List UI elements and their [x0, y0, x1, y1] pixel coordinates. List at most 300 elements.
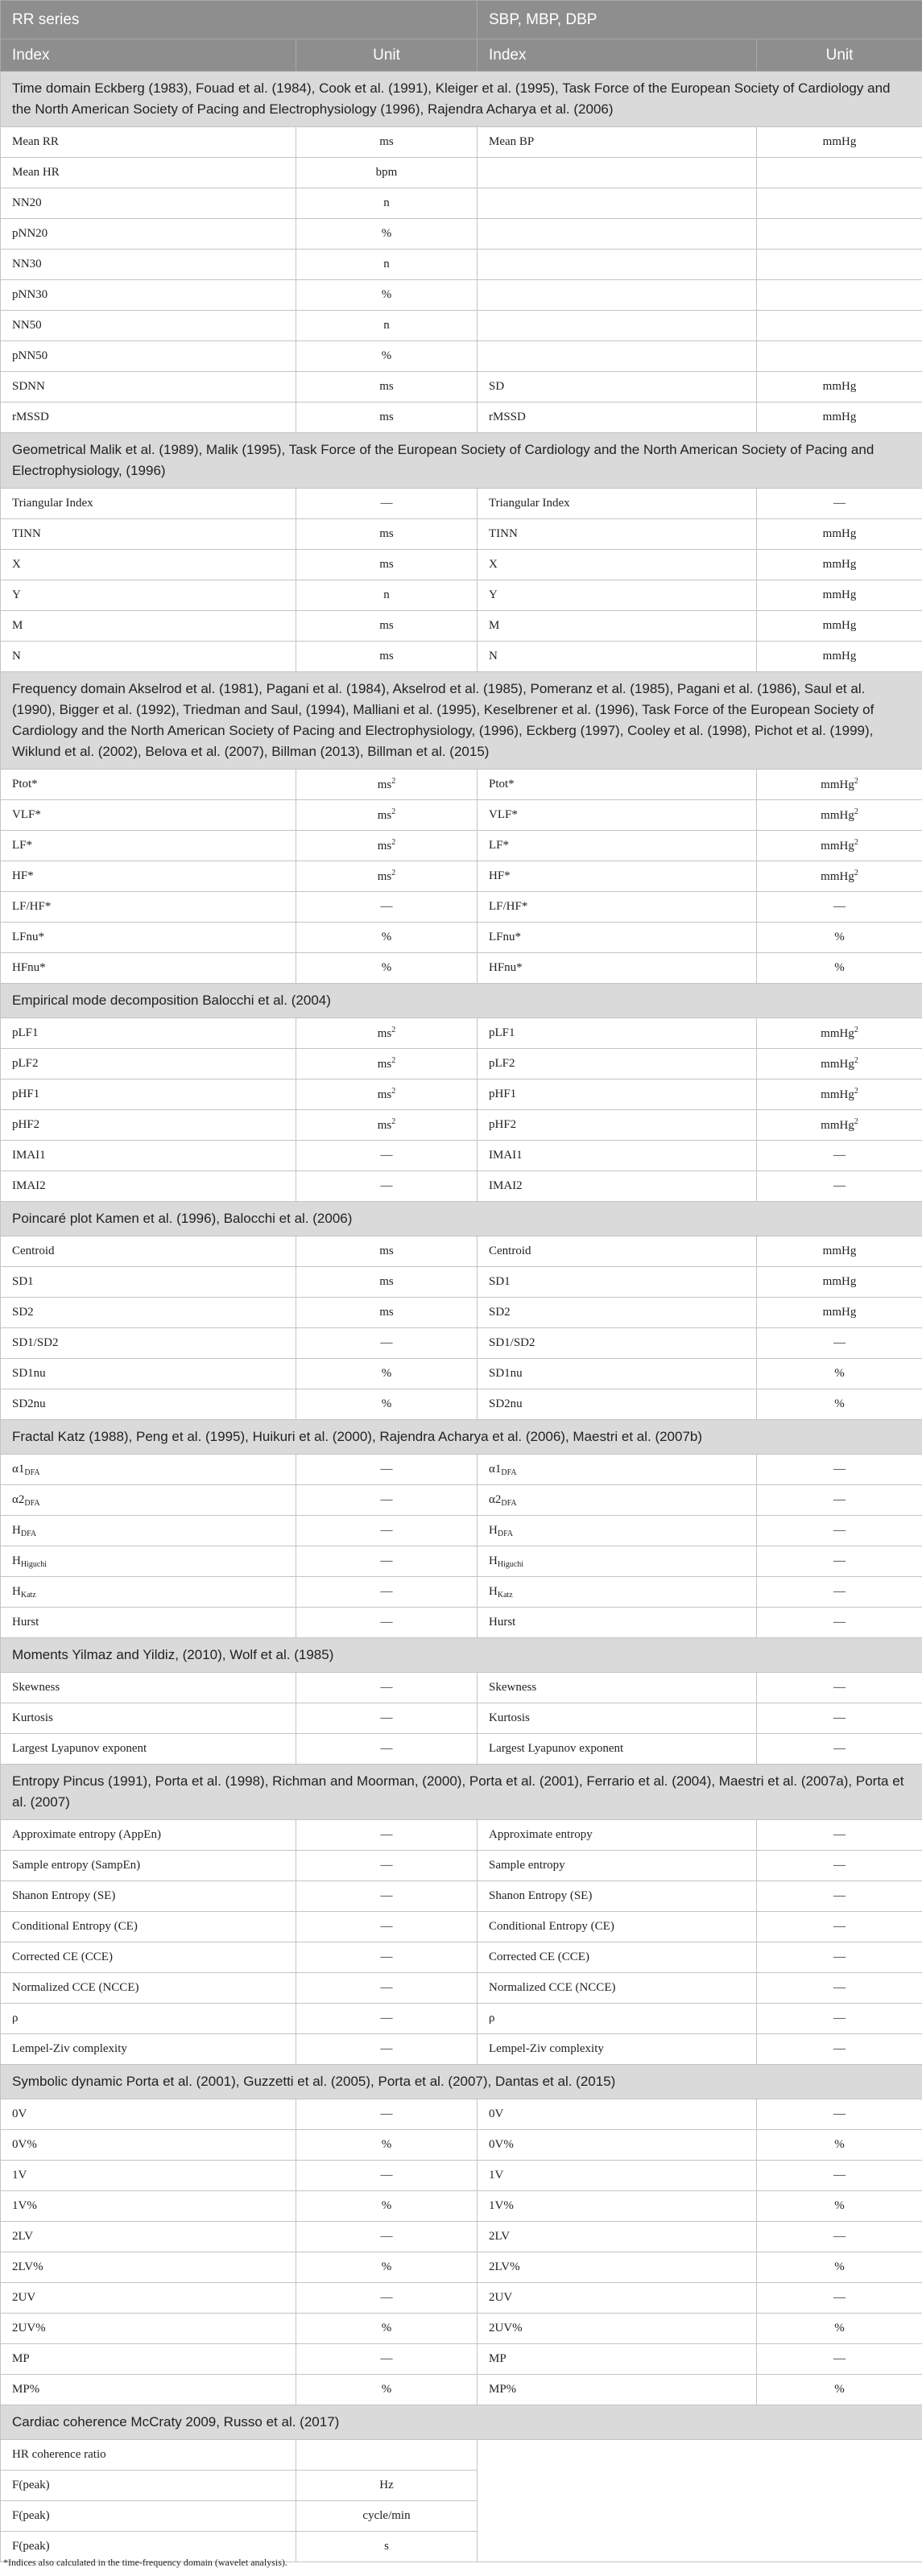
unit-bp-cell: — — [757, 1608, 922, 1638]
unit-bp-cell: — — [757, 1171, 922, 1202]
index-bp-cell: $\alpha 2_{DFA}$ — [478, 1485, 757, 1516]
index-rr-cell: Y — [1, 580, 296, 611]
empty-bp-cell — [478, 2440, 922, 2562]
unit-bp-cell — [757, 250, 922, 280]
index-bp-cell — [478, 188, 757, 219]
index-rr-cell: pLF1 — [1, 1018, 296, 1049]
unit-rr-cell: Hz — [296, 2471, 478, 2501]
table-row — [1, 2222, 922, 2252]
index-rr-cell: IMAI1 — [1, 1141, 296, 1171]
section-header-row — [1, 2065, 922, 2099]
index-bp-cell: $H_{Higuchi}$ — [478, 1546, 757, 1577]
index-bp-cell: VLF* — [478, 800, 757, 831]
table-row — [1, 2004, 922, 2034]
section-header-row — [1, 1420, 922, 1455]
unit-rr-cell: s — [296, 2532, 478, 2562]
unit-rr-cell: — — [296, 1141, 478, 1171]
table-row — [1, 1141, 922, 1171]
unit-rr-cell: % — [296, 923, 478, 953]
unit-bp-cell: mmHg$^2$ — [757, 1049, 922, 1080]
unit-bp-cell: — — [757, 1455, 922, 1485]
index-bp-cell: Conditional Entropy (CE) — [478, 1912, 757, 1942]
table-row — [1, 489, 922, 519]
index-rr-cell: SDNN — [1, 372, 296, 402]
index-bp-cell: MP — [478, 2344, 757, 2375]
header-blood-pressure: SBP, MBP, DBP — [478, 1, 922, 39]
unit-bp-cell: — — [757, 1546, 922, 1577]
index-bp-cell: $H_{DFA}$ — [478, 1516, 757, 1546]
index-bp-cell: M — [478, 611, 757, 642]
unit-bp-cell: — — [757, 1820, 922, 1851]
table-row — [1, 1236, 922, 1267]
index-rr-cell: IMAI2 — [1, 1171, 296, 1202]
index-rr-cell: Ptot* — [1, 770, 296, 800]
index-rr-cell: $\alpha 1_{DFA}$ — [1, 1455, 296, 1485]
table-row — [1, 1110, 922, 1141]
table-row — [1, 188, 922, 219]
column-header-row — [1, 39, 922, 72]
index-bp-cell: Corrected CE (CCE) — [478, 1942, 757, 1973]
index-rr-cell: HR coherence ratio — [1, 2440, 296, 2471]
table-row — [1, 2099, 922, 2130]
table-row — [1, 158, 922, 188]
index-bp-cell: 2LV — [478, 2222, 757, 2252]
unit-bp-cell: mmHg — [757, 611, 922, 642]
unit-rr-cell: — — [296, 2004, 478, 2034]
table-row — [1, 1881, 922, 1912]
unit-rr-cell: — — [296, 2034, 478, 2065]
index-rr-cell: NN20 — [1, 188, 296, 219]
unit-bp-cell: — — [757, 2161, 922, 2191]
index-bp-cell: LFnu* — [478, 923, 757, 953]
unit-bp-cell — [757, 280, 922, 311]
index-bp-cell: Kurtosis — [478, 1703, 757, 1734]
index-rr-cell: $H_{Katz}$ — [1, 1577, 296, 1608]
unit-rr-cell: % — [296, 1359, 478, 1389]
index-rr-cell: pLF2 — [1, 1049, 296, 1080]
unit-rr-cell: — — [296, 1973, 478, 2004]
table-row — [1, 372, 922, 402]
table-row — [1, 2252, 922, 2283]
unit-rr-cell: $ms^2$ — [296, 1049, 478, 1080]
unit-rr-cell: $ms^2$ — [296, 800, 478, 831]
unit-rr-cell: — — [296, 1516, 478, 1546]
index-rr-cell: SD1nu — [1, 1359, 296, 1389]
unit-rr-cell: % — [296, 953, 478, 984]
index-bp-cell: SD1nu — [478, 1359, 757, 1389]
index-rr-cell: Approximate entropy (AppEn) — [1, 1820, 296, 1851]
index-bp-cell: $H_{Katz}$ — [478, 1577, 757, 1608]
unit-rr-cell: — — [296, 489, 478, 519]
table-row — [1, 2161, 922, 2191]
unit-rr-cell: — — [296, 1851, 478, 1881]
unit-rr-cell: n — [296, 311, 478, 341]
section-title: Poincaré plot Kamen et al. (1996), Balocchi et al. (2006) — [1, 1202, 922, 1236]
unit-bp-cell: mmHg$^2$ — [757, 770, 922, 800]
index-bp-cell — [478, 219, 757, 250]
table-row — [1, 1359, 922, 1389]
index-bp-cell — [478, 250, 757, 280]
index-rr-cell: X — [1, 550, 296, 580]
unit-bp-cell: mmHg — [757, 642, 922, 672]
unit-rr-cell: ms — [296, 127, 478, 158]
unit-rr-cell: $ms^2$ — [296, 861, 478, 892]
index-rr-cell: ρ — [1, 2004, 296, 2034]
index-bp-cell: Ptot* — [478, 770, 757, 800]
table-row — [1, 923, 922, 953]
index-rr-cell: Normalized CCE (NCCE) — [1, 1973, 296, 2004]
index-bp-cell: Approximate entropy — [478, 1820, 757, 1851]
unit-rr-cell: — — [296, 1734, 478, 1765]
unit-bp-cell — [757, 311, 922, 341]
index-bp-cell: LF* — [478, 831, 757, 861]
table-row — [1, 1267, 922, 1298]
unit-bp-cell: % — [757, 1359, 922, 1389]
unit-rr-cell: — — [296, 2099, 478, 2130]
index-rr-cell: Largest Lyapunov exponent — [1, 1734, 296, 1765]
index-bp-cell: MP% — [478, 2375, 757, 2405]
unit-rr-cell: cycle/min — [296, 2501, 478, 2532]
index-bp-cell: Normalized CCE (NCCE) — [478, 1973, 757, 2004]
header-row — [1, 1, 922, 39]
unit-rr-cell: $ms^2$ — [296, 831, 478, 861]
unit-rr-cell: ms — [296, 519, 478, 550]
index-rr-cell: pNN50 — [1, 341, 296, 372]
index-rr-cell: Kurtosis — [1, 1703, 296, 1734]
index-bp-cell: Centroid — [478, 1236, 757, 1267]
unit-rr-cell: ms — [296, 550, 478, 580]
table-row — [1, 770, 922, 800]
unit-rr-cell: — — [296, 1942, 478, 1973]
index-bp-cell: pLF2 — [478, 1049, 757, 1080]
table-row — [1, 800, 922, 831]
unit-bp-cell: mmHg — [757, 1236, 922, 1267]
table-row — [1, 1298, 922, 1328]
unit-rr-cell: $ms^2$ — [296, 1080, 478, 1110]
table-row — [1, 1049, 922, 1080]
index-bp-cell: 1V% — [478, 2191, 757, 2222]
unit-rr-cell: — — [296, 2222, 478, 2252]
table-row — [1, 953, 922, 984]
index-rr-cell: HF* — [1, 861, 296, 892]
section-title: Moments Yilmaz and Yildiz, (2010), Wolf et al. (1985) — [1, 1638, 922, 1673]
index-bp-cell: Shanon Entropy (SE) — [478, 1881, 757, 1912]
unit-rr-cell: n — [296, 250, 478, 280]
unit-rr-cell: % — [296, 2375, 478, 2405]
index-bp-cell: LF/HF* — [478, 892, 757, 923]
table-row — [1, 2314, 922, 2344]
unit-rr-cell: ms — [296, 372, 478, 402]
index-rr-cell: Centroid — [1, 1236, 296, 1267]
table-row — [1, 642, 922, 672]
table-row — [1, 1018, 922, 1049]
unit-rr-cell: % — [296, 2130, 478, 2161]
index-bp-cell: 0V — [478, 2099, 757, 2130]
table-row — [1, 341, 922, 372]
unit-bp-cell: — — [757, 1328, 922, 1359]
unit-rr-cell: $ms^2$ — [296, 1018, 478, 1049]
table-row — [1, 402, 922, 433]
table-row — [1, 2034, 922, 2065]
table-row — [1, 1389, 922, 1420]
index-rr-cell: MP — [1, 2344, 296, 2375]
index-rr-cell: pHF2 — [1, 1110, 296, 1141]
unit-rr-cell: — — [296, 2344, 478, 2375]
index-bp-cell: SD — [478, 372, 757, 402]
index-bp-cell: SD2 — [478, 1298, 757, 1328]
table-row — [1, 1942, 922, 1973]
index-bp-cell: Sample entropy — [478, 1851, 757, 1881]
unit-bp-cell — [757, 219, 922, 250]
index-rr-cell: 0V — [1, 2099, 296, 2130]
index-rr-cell: 0V% — [1, 2130, 296, 2161]
index-rr-cell: Mean HR — [1, 158, 296, 188]
column-header-index: Index — [478, 39, 757, 72]
section-title: Geometrical Malik et al. (1989), Malik (1995), Task Force of the European Society of Cardiology and the North American Society of Pacing and Electrophysiology, (1996) — [1, 433, 922, 489]
table-row — [1, 1546, 922, 1577]
unit-bp-cell: — — [757, 1673, 922, 1703]
table-row — [1, 1912, 922, 1942]
index-rr-cell: F(peak) — [1, 2471, 296, 2501]
table-row — [1, 127, 922, 158]
index-bp-cell: 0V% — [478, 2130, 757, 2161]
table-row — [1, 1485, 922, 1516]
unit-rr-cell: % — [296, 2252, 478, 2283]
unit-rr-cell: % — [296, 2314, 478, 2344]
index-bp-cell: Skewness — [478, 1673, 757, 1703]
unit-rr-cell: — — [296, 2161, 478, 2191]
index-bp-cell: X — [478, 550, 757, 580]
unit-rr-cell: — — [296, 2283, 478, 2314]
table-row — [1, 580, 922, 611]
index-rr-cell: $\alpha 2_{DFA}$ — [1, 1485, 296, 1516]
unit-bp-cell: % — [757, 2191, 922, 2222]
table-row — [1, 1734, 922, 1765]
table-row — [1, 1516, 922, 1546]
unit-bp-cell: mmHg — [757, 402, 922, 433]
index-rr-cell: 1V — [1, 2161, 296, 2191]
index-rr-cell: Hurst — [1, 1608, 296, 1638]
unit-rr-cell: % — [296, 341, 478, 372]
index-rr-cell: LFnu* — [1, 923, 296, 953]
index-rr-cell: Triangular Index — [1, 489, 296, 519]
table-row — [1, 2283, 922, 2314]
index-bp-cell: N — [478, 642, 757, 672]
table-row — [1, 611, 922, 642]
index-rr-cell: F(peak) — [1, 2501, 296, 2532]
index-rr-cell: TINN — [1, 519, 296, 550]
index-rr-cell: F(peak) — [1, 2532, 296, 2562]
index-bp-cell: HFnu* — [478, 953, 757, 984]
table-row — [1, 1171, 922, 1202]
index-bp-cell: Largest Lyapunov exponent — [478, 1734, 757, 1765]
index-bp-cell: TINN — [478, 519, 757, 550]
index-bp-cell: SD2nu — [478, 1389, 757, 1420]
index-bp-cell: Hurst — [478, 1608, 757, 1638]
unit-bp-cell: — — [757, 2222, 922, 2252]
section-title: Time domain Eckberg (1983), Fouad et al. (1984), Cook et al. (1991), Kleiger et al. (1995), Task Force of the European Society of Cardiology and the North American Society of Pacing and Electrophysiology (1996), Rajendra Acharya et al. (2006) — [1, 72, 922, 127]
unit-bp-cell: mmHg — [757, 372, 922, 402]
index-rr-cell: 2LV% — [1, 2252, 296, 2283]
index-bp-cell: pHF1 — [478, 1080, 757, 1110]
index-rr-cell: SD2 — [1, 1298, 296, 1328]
unit-bp-cell: mmHg$^2$ — [757, 831, 922, 861]
index-rr-cell: Skewness — [1, 1673, 296, 1703]
unit-rr-cell: % — [296, 280, 478, 311]
unit-rr-cell: — — [296, 1703, 478, 1734]
index-rr-cell: pNN30 — [1, 280, 296, 311]
index-bp-cell: IMAI1 — [478, 1141, 757, 1171]
section-title: Empirical mode decomposition Balocchi et al. (2004) — [1, 984, 922, 1018]
table-row — [1, 2375, 922, 2405]
unit-bp-cell: — — [757, 1141, 922, 1171]
table-row — [1, 861, 922, 892]
section-header-row — [1, 984, 922, 1018]
table-row — [1, 1820, 922, 1851]
unit-rr-cell: ms — [296, 1236, 478, 1267]
unit-bp-cell: — — [757, 2034, 922, 2065]
unit-bp-cell — [757, 188, 922, 219]
column-header-unit: Unit — [296, 39, 478, 72]
unit-bp-cell: % — [757, 2375, 922, 2405]
unit-bp-cell: — — [757, 2004, 922, 2034]
section-header-row — [1, 72, 922, 127]
table-row — [1, 311, 922, 341]
index-rr-cell: 2UV — [1, 2283, 296, 2314]
unit-bp-cell: — — [757, 1912, 922, 1942]
index-rr-cell: SD1 — [1, 1267, 296, 1298]
unit-bp-cell: — — [757, 1881, 922, 1912]
index-rr-cell: Sample entropy (SampEn) — [1, 1851, 296, 1881]
unit-bp-cell: mmHg — [757, 580, 922, 611]
unit-rr-cell: — — [296, 1328, 478, 1359]
unit-bp-cell: mmHg — [757, 127, 922, 158]
table-row — [1, 1577, 922, 1608]
unit-rr-cell: ms — [296, 611, 478, 642]
unit-rr-cell: — — [296, 1455, 478, 1485]
index-rr-cell: 2LV — [1, 2222, 296, 2252]
table-row — [1, 250, 922, 280]
index-rr-cell: rMSSD — [1, 402, 296, 433]
table-row — [1, 1851, 922, 1881]
table-row — [1, 2130, 922, 2161]
index-rr-cell: SD1/SD2 — [1, 1328, 296, 1359]
table-row — [1, 2440, 922, 2471]
section-title: Frequency domain Akselrod et al. (1981), Pagani et al. (1984), Akselrod et al. (1985), Pomeranz et al. (1985), Pagani et al. (1986), Saul et al. (1990), Bigger et al. (1992), Triedman and Saul, (1994), Malliani et al. (1995), Keselbrener et al. (1996), Task Force of the European Society of Cardiology and the North American Society of Pacing and Electrophysiology, (1996), Eckberg (1997), Cooley et al. (1998), Pichot et al. (1999), Wiklund et al. (2002), Belova et al. (2007), Billman (2013), Billman et al. (2015) — [1, 672, 922, 770]
unit-rr-cell: — — [296, 1881, 478, 1912]
unit-bp-cell: % — [757, 953, 922, 984]
unit-rr-cell: — — [296, 1546, 478, 1577]
unit-bp-cell: — — [757, 2099, 922, 2130]
unit-rr-cell: % — [296, 1389, 478, 1420]
section-header-row — [1, 672, 922, 770]
index-rr-cell: LF/HF* — [1, 892, 296, 923]
section-title: Fractal Katz (1988), Peng et al. (1995), Huikuri et al. (2000), Rajendra Acharya et al. (2006), Maestri et al. (2007b) — [1, 1420, 922, 1455]
unit-rr-cell: — — [296, 1577, 478, 1608]
footnote: *Indices also calculated in the time-frequency domain (wavelet analysis). — [3, 2557, 287, 2568]
index-bp-cell: 2UV% — [478, 2314, 757, 2344]
unit-bp-cell: mmHg$^2$ — [757, 1018, 922, 1049]
unit-bp-cell: mmHg — [757, 519, 922, 550]
section-header-row — [1, 1638, 922, 1673]
index-rr-cell: $H_{DFA}$ — [1, 1516, 296, 1546]
unit-bp-cell — [757, 158, 922, 188]
unit-bp-cell: — — [757, 2283, 922, 2314]
unit-bp-cell: — — [757, 1942, 922, 1973]
table-row — [1, 831, 922, 861]
unit-rr-cell: — — [296, 1608, 478, 1638]
header-rr-series: RR series — [1, 1, 478, 39]
unit-bp-cell: % — [757, 2252, 922, 2283]
index-rr-cell: M — [1, 611, 296, 642]
index-bp-cell: rMSSD — [478, 402, 757, 433]
unit-bp-cell: % — [757, 2130, 922, 2161]
unit-bp-cell: mmHg$^2$ — [757, 1110, 922, 1141]
unit-bp-cell: — — [757, 1851, 922, 1881]
table-row — [1, 280, 922, 311]
table-row — [1, 1673, 922, 1703]
index-bp-cell: ρ — [478, 2004, 757, 2034]
table-row — [1, 1455, 922, 1485]
index-bp-cell: IMAI2 — [478, 1171, 757, 1202]
unit-bp-cell: mmHg — [757, 1267, 922, 1298]
unit-bp-cell: mmHg$^2$ — [757, 861, 922, 892]
unit-bp-cell: mmHg$^2$ — [757, 800, 922, 831]
section-title: Cardiac coherence McCraty 2009, Russo et al. (2017) — [1, 2405, 922, 2440]
unit-rr-cell: — — [296, 1171, 478, 1202]
unit-bp-cell: % — [757, 2314, 922, 2344]
indices-table-body — [1, 1, 922, 2562]
unit-bp-cell: mmHg — [757, 1298, 922, 1328]
section-header-row — [1, 1765, 922, 1820]
table-row — [1, 1973, 922, 2004]
index-rr-cell: 1V% — [1, 2191, 296, 2222]
index-rr-cell: LF* — [1, 831, 296, 861]
section-header-row — [1, 2405, 922, 2440]
unit-rr-cell: n — [296, 580, 478, 611]
table-row — [1, 1703, 922, 1734]
unit-rr-cell: — — [296, 1485, 478, 1516]
unit-rr-cell: $ms^2$ — [296, 1110, 478, 1141]
unit-bp-cell: — — [757, 1577, 922, 1608]
index-rr-cell: MP% — [1, 2375, 296, 2405]
index-rr-cell: NN30 — [1, 250, 296, 280]
index-bp-cell: Triangular Index — [478, 489, 757, 519]
section-title: Symbolic dynamic Porta et al. (2001), Guzzetti et al. (2005), Porta et al. (2007), Dantas et al. (2015) — [1, 2065, 922, 2099]
column-header-unit: Unit — [757, 39, 922, 72]
unit-bp-cell: — — [757, 1516, 922, 1546]
index-rr-cell: pNN20 — [1, 219, 296, 250]
index-rr-cell: Lempel-Ziv complexity — [1, 2034, 296, 2065]
index-bp-cell — [478, 158, 757, 188]
unit-bp-cell: % — [757, 923, 922, 953]
unit-bp-cell — [757, 341, 922, 372]
index-bp-cell: HF* — [478, 861, 757, 892]
section-header-row — [1, 433, 922, 489]
table-row — [1, 892, 922, 923]
index-bp-cell — [478, 311, 757, 341]
index-rr-cell: Corrected CE (CCE) — [1, 1942, 296, 1973]
unit-bp-cell: % — [757, 1389, 922, 1420]
table-row — [1, 1328, 922, 1359]
unit-rr-cell — [296, 2440, 478, 2471]
index-bp-cell: SD1 — [478, 1267, 757, 1298]
index-rr-cell: VLF* — [1, 800, 296, 831]
table-row — [1, 1608, 922, 1638]
index-bp-cell: Y — [478, 580, 757, 611]
unit-rr-cell: % — [296, 219, 478, 250]
unit-bp-cell: mmHg$^2$ — [757, 1080, 922, 1110]
